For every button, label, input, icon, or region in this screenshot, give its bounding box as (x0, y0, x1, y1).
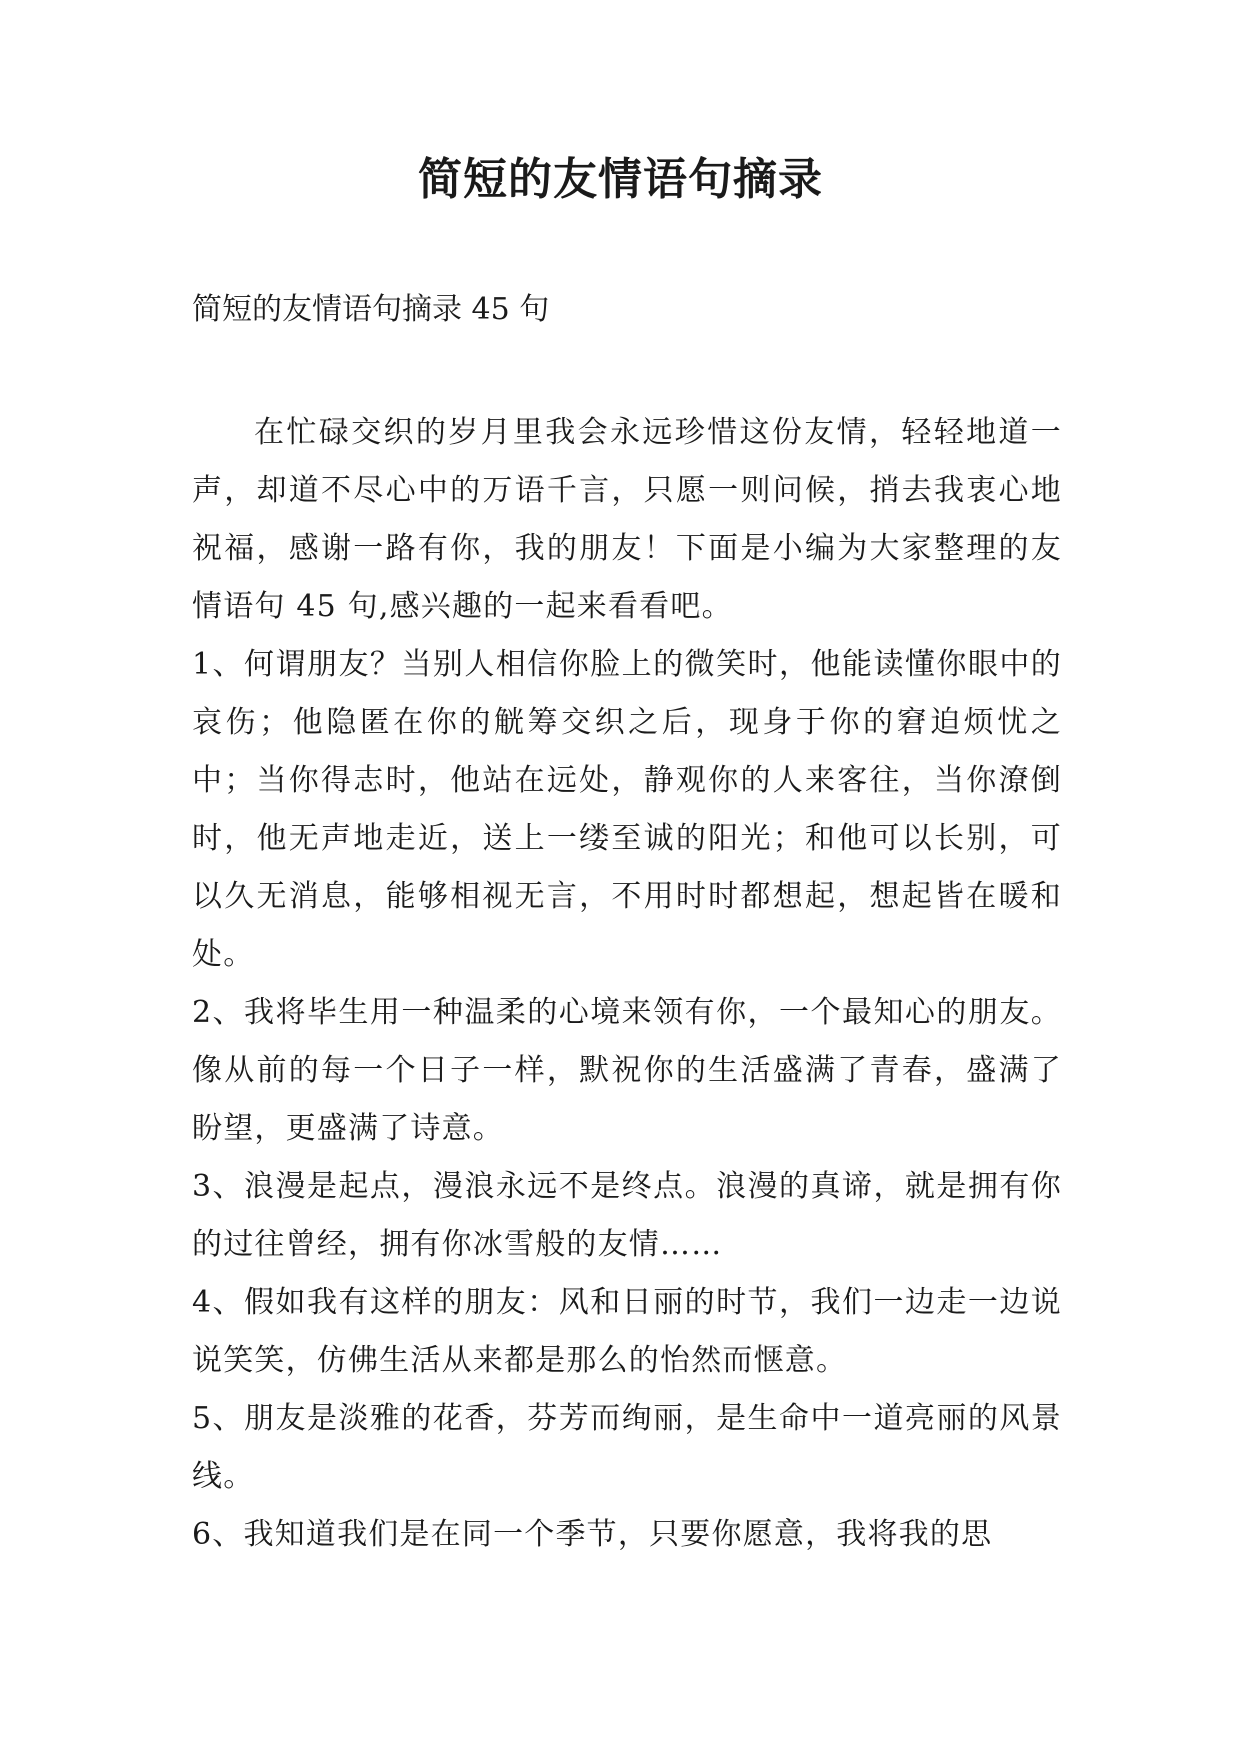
list-item: 4、假如我有这样的朋友：风和日丽的时节，我们一边走一边说说笑笑，仿佛生活从来都是那么的怡然而惬意。 (192, 1285, 1062, 1378)
document-title: 简短的友情语句摘录 (418, 154, 823, 205)
list-item: 3、浪漫是起点，漫浪永远不是终点。浪漫的真谛，就是拥有你的过往曾经，拥有你冰雪般的友情…… (192, 1169, 1062, 1262)
intro-paragraph: 在忙碌交织的岁月里我会永远珍惜这份友情，轻轻地道一声，却道不尽心中的万语千言，只愿一则问候，捎去我衷心地祝福，感谢一路有你，我的朋友！下面是小编为大家整理的友情语句 45 句,感兴趣的一起来看看吧。 (192, 415, 1062, 624)
document-body (192, 404, 1062, 1564)
document-subtitle: 简短的友情语句摘录 45 句 (192, 292, 550, 327)
list-item: 5、朋友是淡雅的花香，芬芳而绚丽，是生命中一道亮丽的风景线。 (192, 1401, 1062, 1494)
list-item: 2、我将毕生用一种温柔的心境来领有你，一个最知心的朋友。像从前的每一个日子一样，默祝你的生活盛满了青春，盛满了盼望，更盛满了诗意。 (192, 995, 1062, 1146)
list-item: 1、何谓朋友？当别人相信你脸上的微笑时，他能读懂你眼中的哀伤；他隐匿在你的觥筹交织之后，现身于你的窘迫烦忧之中；当你得志时，他站在远处，静观你的人来客往，当你潦倒时，他无声地走近，送上一缕至诚的阳光；和他可以长别，可以久无消息，能够相视无言，不用时时都想起，想起皆在暖和处。 (192, 647, 1062, 972)
list-item: 6、我知道我们是在同一个季节，只要你愿意，我将我的思 (192, 1517, 993, 1552)
